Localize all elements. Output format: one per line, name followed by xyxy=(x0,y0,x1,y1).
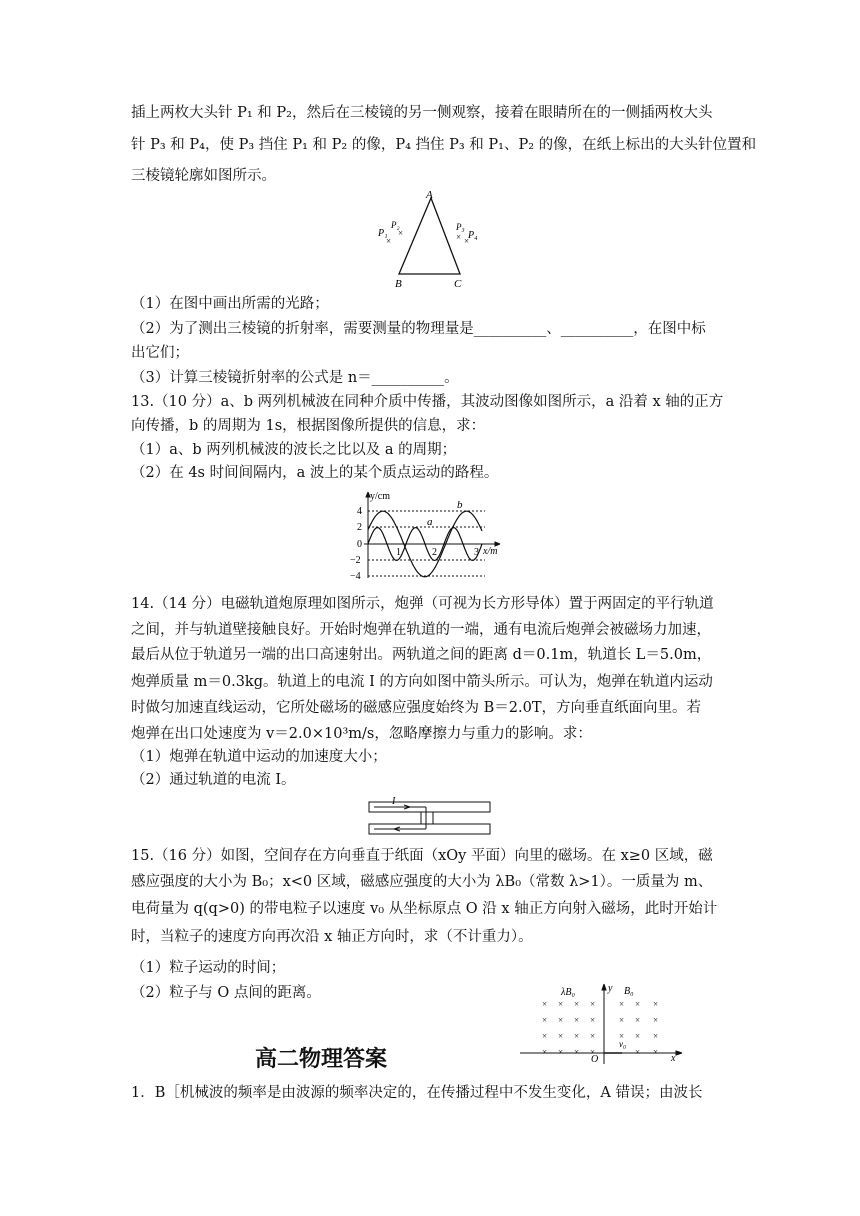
pin-mark-p2: × xyxy=(398,228,404,238)
right-field-label: B₀ xyxy=(624,986,634,997)
x-axis-label: x/m xyxy=(483,546,498,557)
cross-mark: × xyxy=(590,999,596,1009)
projectile xyxy=(421,812,433,824)
railgun-figure xyxy=(366,794,494,838)
wave-figure xyxy=(350,488,515,588)
q12-line1: 插上两枚大头针 P₁ 和 P₂，然后在三棱镜的另一侧观察，接着在眼睛所在的一侧插两枚大头 xyxy=(131,105,713,121)
cross-mark: × xyxy=(619,999,625,1009)
field-figure xyxy=(520,982,690,1066)
ytick-0: 0 xyxy=(357,539,362,550)
answers-heading: 高二物理答案 xyxy=(255,1047,388,1072)
cross-mark: × xyxy=(574,1015,580,1025)
q14-line6: 炮弹在出口处速度为 v＝2.0×10³m/s，忽略摩擦力与重力的影响。求： xyxy=(131,726,592,742)
q15-line3: 电荷量为 q(q>0) 的带电粒子以速度 v₀ 从坐标原点 O 沿 x 轴正方向射入磁场，此时开始计 xyxy=(131,901,718,917)
pin-mark-p1: × xyxy=(386,236,392,246)
q12-item2b: 出它们； xyxy=(131,345,189,361)
cross-mark: × xyxy=(635,1031,641,1041)
q12-line3: 三棱镜轮廓如图所示。 xyxy=(131,168,276,184)
q14-line1: 14.（14 分）电磁轨道炮原理如图所示，炮弹（可视为长方形导体）置于两固定的平行轨道 xyxy=(131,596,714,612)
cross-mark: × xyxy=(542,1031,548,1041)
label-c: C xyxy=(454,278,462,290)
cross-mark: × xyxy=(574,1047,580,1057)
cross-mark: × xyxy=(542,999,548,1009)
q14-line5: 时做匀加速直线运动，它所处磁场的磁感应强度始终为 B＝2.0T，方向垂直纸面向里。若 xyxy=(131,700,701,716)
pin-mark-p4: × xyxy=(464,236,470,246)
cross-mark: × xyxy=(558,1015,564,1025)
q14-item2: （2）通过轨道的电流 I。 xyxy=(131,772,296,788)
wave-b-label: b xyxy=(457,499,463,511)
origin-label: O xyxy=(591,1054,599,1065)
q15-item2: （2）粒子与 O 点间的距离。 xyxy=(131,985,321,1001)
cross-mark: × xyxy=(542,1047,548,1057)
pin-mark-p3: × xyxy=(456,232,462,242)
cross-mark: × xyxy=(590,1015,596,1025)
cross-mark: × xyxy=(653,1031,659,1041)
cross-mark: × xyxy=(558,999,564,1009)
ytick-2: 2 xyxy=(357,522,362,533)
cross-mark: × xyxy=(574,999,580,1009)
ytick-neg2: −2 xyxy=(350,555,361,566)
cross-mark: × xyxy=(619,1031,625,1041)
q12-item2a: （2）为了测出三棱镜的折射率，需要测量的物理量是__________、__________，在图中标 xyxy=(131,321,706,337)
q15-line4: 时，当粒子的速度方向再次沿 x 轴正方向时，求（不计重力）。 xyxy=(131,929,533,945)
q13-item2: （2）在 4s 时间间隔内，a 波上的某个质点运动的路程。 xyxy=(131,465,499,481)
label-p3: P₃ xyxy=(456,222,465,232)
label-b: B xyxy=(395,278,402,290)
q12-item3: （3）计算三棱镜折射率的公式是 n＝__________。 xyxy=(131,370,459,386)
current-label: I xyxy=(392,796,396,807)
q12-item1: （1）在图中画出所需的光路； xyxy=(131,296,329,312)
label-p2: P₂ xyxy=(391,220,400,230)
q12-line2: 针 P₃ 和 P₄，使 P₃ 挡住 P₁ 和 P₂ 的像，P₄ 挡住 P₃ 和 P₁、P₂ 的像，在纸上标出的大头针位置和 xyxy=(131,137,757,153)
cross-mark: × xyxy=(635,1015,641,1025)
q14-line3: 最后从位于轨道另一端的出口高速射出。两轨道之间的距离 d＝0.1m，轨道长 L＝5.0m， xyxy=(131,647,712,663)
q15-line1: 15.（16 分）如图，空间存在方向垂直于纸面（xOy 平面）向里的磁场。在 x≥0 区域，磁 xyxy=(131,848,713,864)
answers-line1: 1．B［机械波的频率是由波源的频率决定的，在传播过程中不发生变化，A 错误；由波长 xyxy=(131,1085,703,1101)
xtick-2: 2 xyxy=(432,547,437,558)
cross-mark: × xyxy=(590,1047,596,1057)
prism-outline xyxy=(399,198,460,274)
q15-line2: 感应强度的大小为 B₀；x<0 区域，磁感应强度的大小为 λB₀（常数 λ>1）。一质量为 m、 xyxy=(131,874,713,890)
y-label: y xyxy=(608,983,613,994)
q13-line1: 13.（10 分）a、b 两列机械波在同种介质中传播，其波动图像如图所示，a 沿着 x 轴的正方 xyxy=(131,394,724,410)
cross-mark: × xyxy=(653,999,659,1009)
cross-mark: × xyxy=(619,1015,625,1025)
cross-mark: × xyxy=(653,1015,659,1025)
q14-line2: 之间，并与轨道壁接触良好。开始时炮弹在轨道的一端，通有电流后炮弹会被磁场力加速， xyxy=(131,622,711,638)
cross-mark: × xyxy=(574,1031,580,1041)
label-p4: P₄ xyxy=(468,230,478,241)
cross-mark: × xyxy=(635,999,641,1009)
x-label: x xyxy=(671,1053,676,1064)
wave-a-label: a xyxy=(427,516,433,528)
cross-mark: × xyxy=(590,1031,596,1041)
q14-line4: 炮弹质量 m＝0.3kg。轨道上的电流 I 的方向如图中箭头所示。可认为，炮弹在轨道内运动 xyxy=(131,674,713,690)
cross-mark: × xyxy=(635,1047,641,1057)
ytick-neg4: −4 xyxy=(350,571,361,582)
left-field-label: λB₀ xyxy=(561,987,575,998)
velocity-label: v₀ xyxy=(619,1039,627,1049)
cross-mark: × xyxy=(558,1047,564,1057)
cross-mark: × xyxy=(542,1015,548,1025)
prism-figure xyxy=(370,188,490,290)
label-p1: P₁ xyxy=(378,228,388,239)
field-cross-marks xyxy=(542,999,658,1057)
q13-item1: （1）a、b 两列机械波的波长之比以及 a 的周期； xyxy=(131,442,457,458)
cross-mark: × xyxy=(558,1031,564,1041)
q13-line2: 向传播，b 的周期为 1s，根据图像所提供的信息，求： xyxy=(131,418,486,434)
xtick-3: 3 xyxy=(474,547,479,558)
q15-item1: （1）粒子运动的时间； xyxy=(131,960,286,976)
xtick-1: 1 xyxy=(396,547,401,558)
q14-item1: （1）炮弹在轨道中运动的加速度大小； xyxy=(131,749,387,765)
y-axis-label: y/cm xyxy=(370,491,390,502)
label-a: A xyxy=(426,189,433,201)
cross-mark: × xyxy=(653,1047,659,1057)
ytick-4: 4 xyxy=(357,506,362,517)
